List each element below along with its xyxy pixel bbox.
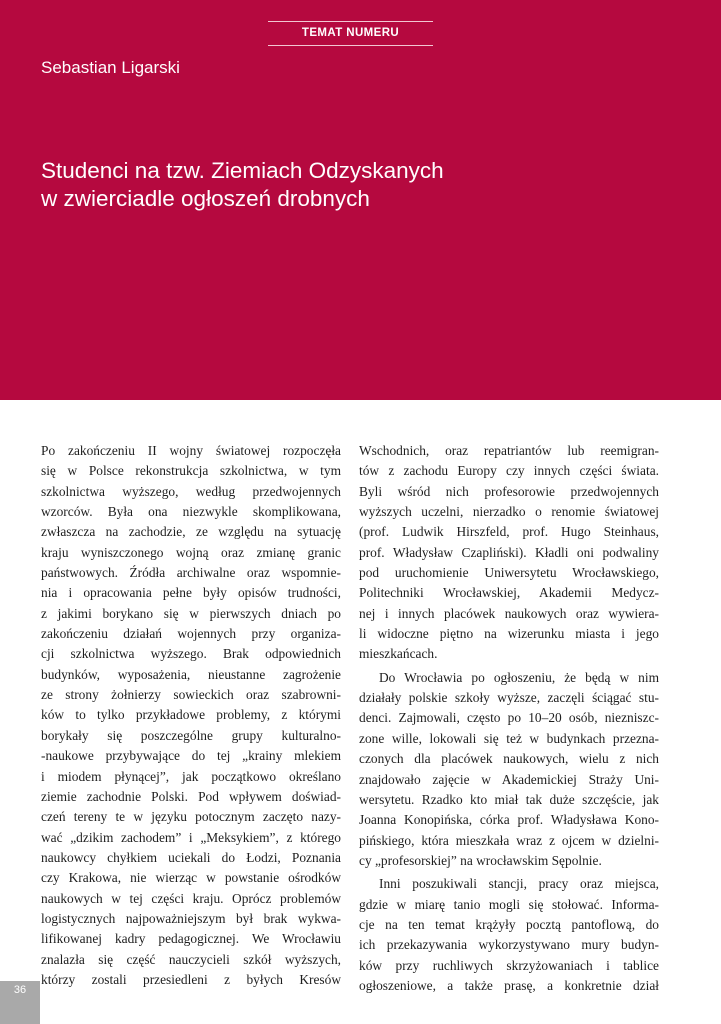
text-line: wyższych uczelni, nierzadko o renomie światowej	[359, 504, 659, 520]
section-rule-top	[268, 21, 433, 22]
text-line: znajdowało zajęcie w Akademickiej Straży Uni-	[359, 771, 659, 787]
text-line: budynków, wyposażenia, nieustanne zagrożenie	[41, 666, 341, 682]
text-line: ogłoszeniowe, a także prasę, a konkretnie dział	[359, 977, 659, 993]
text-line: ich przekazywania wykorzystywano mury budyn-	[359, 937, 659, 953]
text-line: pińskiego, która mieszkała wraz z ojcem w dzielni-	[359, 832, 659, 848]
title-line: w zwierciadle ogłoszeń drobnych	[41, 186, 370, 211]
text-line: czy Krakowa, nie wierząc w powstanie ośrodków	[41, 870, 341, 886]
text-line: tów z zachodu Europy czy innych części świata.	[359, 463, 659, 479]
page-number: 36	[13, 984, 27, 996]
article-title	[41, 157, 681, 213]
author-name: Sebastian Ligarski	[41, 58, 180, 77]
text-line: ków to tylko przykładowe problemy, z którymi	[41, 707, 341, 723]
text-line: Byli wśród nich profesorowie przedwojennych	[359, 483, 659, 499]
text-line: naukowcy chyłkiem uciekali do Łodzi, Poznania	[41, 849, 341, 865]
text-line: szkolnictwa wyższego, według przedwojennych	[41, 483, 341, 499]
text-line: Politechniki Wrocławskiej, Akademii Medycz-	[359, 585, 659, 601]
text-line: którzy zostali przesiedleni z byłych Kresów	[41, 971, 341, 987]
title-line: Studenci na tzw. Ziemiach Odzyskanych	[41, 158, 444, 183]
text-line: znalazła się część nauczycieli szkół wyższych,	[41, 951, 341, 967]
text-line: cji szkolnictwa wyższego. Brak odpowiednich	[41, 646, 341, 662]
text-line: zone wille, lokowali się też w budynkach przezna-	[359, 730, 659, 746]
text-line: z jakimi borykano się w pierwszych dniach po	[41, 605, 341, 621]
text-line: cy „profesorskiej” na wrocławskim Sępolnie.	[359, 852, 602, 868]
text-line: Joanna Konopińska, córka prof. Władysława Kono-	[359, 812, 659, 828]
text-line: borykały się poszczególne grupy kulturalno-	[41, 727, 341, 743]
text-line: wersytetu. Rzadko kto miał tak duże szczęście, jak	[359, 791, 659, 807]
text-line: Po zakończeniu II wojny światowej rozpoczęła	[41, 443, 341, 458]
text-line: i miodem płynącej”, jak początkowo określano	[41, 768, 341, 784]
text-line: czeń tereny te w języku potocznym zaczęto nazy-	[41, 809, 341, 825]
text-line: denci. Zajmowali, często po 10–20 osób, niezniszc-	[359, 710, 659, 726]
text-line: kraju wyniszczonego wojną oraz zmianę granic	[41, 544, 341, 560]
text-line: Inni poszukiwali stancji, pracy oraz miejsca,	[379, 876, 659, 892]
text-line: lifikowanej kadry pedagogicznej. We Wrocławiu	[41, 931, 341, 947]
text-line: wać „dzikim zachodem” i „Meksykiem”, z którego	[41, 829, 341, 845]
text-line: działały polskie szkoły wyższe, zaczęli ściągać stu-	[359, 690, 659, 706]
text-line: zwłaszcza na zachodzie, ze względu na sytuację	[41, 524, 341, 540]
text-line: pod uruchomienie Uniwersytetu Wrocławskiego,	[359, 565, 659, 581]
section-rule-bottom	[268, 45, 433, 46]
text-line: (prof. Ludwik Hirszfeld, prof. Hugo Steinhaus,	[359, 524, 659, 540]
paragraph	[359, 874, 659, 996]
text-line: państwowych. Źródła archiwalne oraz wspomnie-	[41, 565, 341, 581]
paragraph	[359, 441, 659, 665]
section-label: TEMAT NUMERU	[301, 27, 400, 39]
text-line: Wschodnich, oraz repatriantów lub reemigran-	[359, 443, 659, 458]
text-line: ków przy ruchliwych skrzyżowaniach i tablice	[359, 957, 659, 973]
text-line: zakończeniu działań wojennych przy organiza-	[41, 626, 341, 642]
text-line: Do Wrocławia po ogłoszeniu, że będą w nim	[379, 669, 659, 685]
text-line: ze strony żołnierzy sowieckich oraz szabrowni-	[41, 687, 341, 703]
text-column-left	[41, 441, 341, 990]
text-line: prof. Władysław Czapliński). Kładli oni podwaliny	[359, 544, 659, 560]
text-line: nej i innych placówek naukowych oraz wywiera-	[359, 605, 659, 621]
header-banner	[0, 0, 721, 400]
text-line: gdzie w miarę tanio mogli się stołować. Informa-	[359, 896, 659, 912]
text-line: -naukowe przybywające do tej „krainy mlekiem	[41, 748, 341, 764]
text-line: wzorców. Była ona niezwykle skomplikowana,	[41, 504, 341, 520]
text-line: mieszkańcach.	[359, 646, 438, 662]
text-line: ziemie zachodnie Polski. Pod wpływem doświad-	[41, 788, 341, 804]
text-line: nia i opracowania pełne były opisów trudności,	[41, 585, 341, 601]
text-column-right	[359, 441, 659, 996]
text-line: cje na ten temat krążyły pocztą pantoflową, do	[359, 916, 659, 932]
text-line: logistycznych najpoważniejszym był brak wykwa-	[41, 910, 341, 926]
paragraph	[359, 668, 659, 871]
text-line: naukowych w tej części kraju. Oprócz problemów	[41, 890, 341, 906]
text-line: się w Polsce rekonstrukcja szkolnictwa, w tym	[41, 463, 341, 479]
text-line: li widoczne piętno na wizerunku miasta i jego	[359, 626, 659, 642]
text-line: czonych dla placówek naukowych, wielu z nich	[359, 751, 659, 767]
